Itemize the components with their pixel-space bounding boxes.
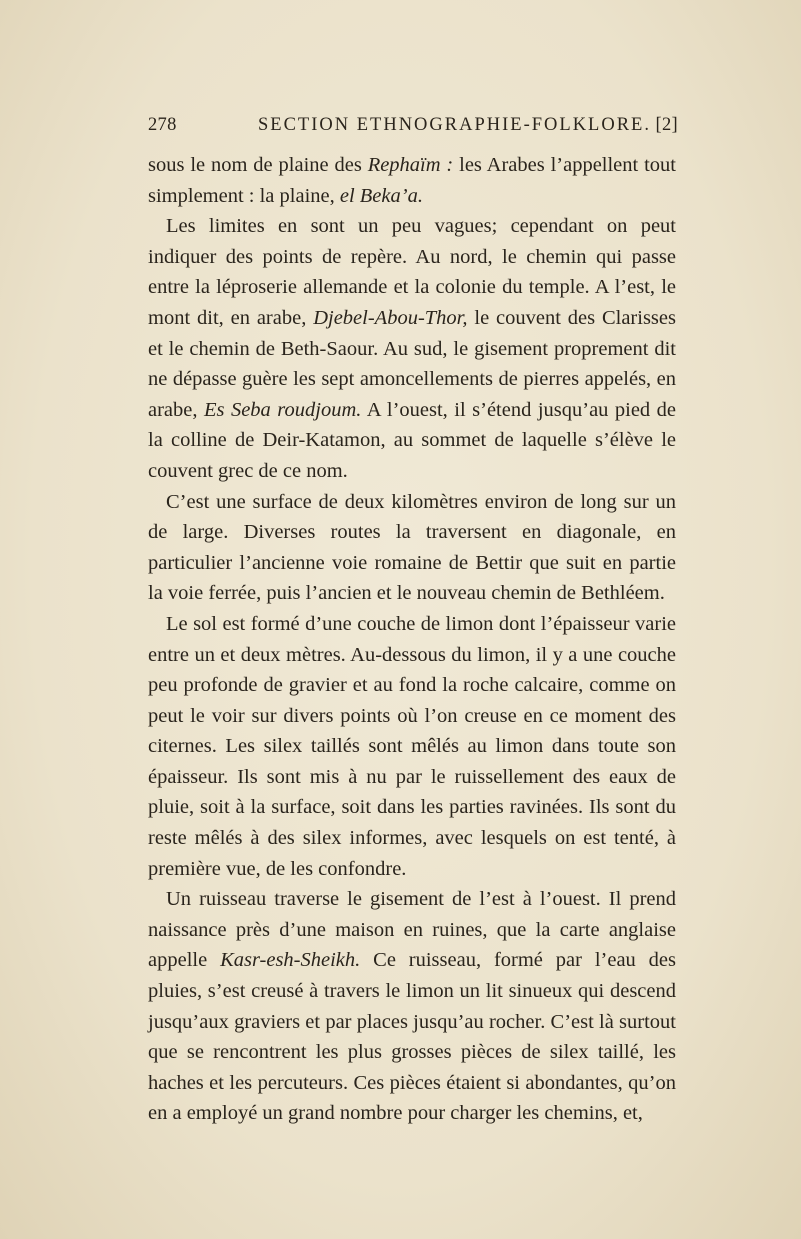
body-text bbox=[148, 150, 676, 1129]
section-title: SECTION ETHNOGRAPHIE-FOLKLORE. bbox=[258, 115, 651, 135]
text-run: A l’ouest, il s’étend jusqu’au pied de la colline de Deir-Katamon, au sommet de laquelle s’élève le couvent grec de ce nom. bbox=[148, 398, 677, 482]
running-head bbox=[148, 115, 678, 141]
text-run: Les limites en sont un peu vagues; cependant on peut indiquer des points de repère. Au nord, le chemin qui passe entre la léproserie allemande et la colonie du temple. A l’est, le mont dit, en arabe, bbox=[148, 215, 676, 329]
text-run: sous le nom de plaine des bbox=[148, 154, 368, 176]
paragraph-4: Le sol est formé d’une couche de limon dont l’épaisseur varie entre un et deux mètres. Au-dessous du limon, il y a une couche peu profonde de gravier et au fond la roche calcaire, comme on peut le voir sur divers points où l’on creuse en ce moment des citernes. Les silex taillés sont mêlés au limon dans toute son épaisseur. Ils sont mis à nu par le ruissellement des eaux de pluie, soit à la surface, soit dans les parties ravinées. Ils sont du reste mêlés à des silex informes, avec lesquels on est tenté, à première vue, de les confondre. bbox=[148, 612, 676, 880]
italic-term: Kasr-esh-Sheikh. bbox=[220, 949, 361, 972]
signature-mark: [2] bbox=[655, 115, 678, 135]
italic-term: el Beka’a. bbox=[339, 184, 423, 207]
italic-term: Es Seba roudjoum. bbox=[203, 398, 362, 421]
italic-term: Djebel-Abou-Thor, bbox=[313, 306, 468, 329]
paragraph-2 bbox=[148, 211, 676, 486]
paragraph-1 bbox=[148, 150, 676, 211]
italic-term: Rephaïm : bbox=[367, 154, 454, 176]
paragraph-5 bbox=[148, 884, 676, 1129]
text-run: Ce ruisseau, formé par l’eau des pluies, s’est creusé à travers le limon un lit sinueux qui descend jusqu’aux graviers et par places jusqu’au rocher. C’est là surtout que se rencontrent les plus grosses pièces de silex taillé, les haches et les percuteurs. Ces pièces étaient si abondantes, qu’on en a employé un grand nombre pour charger les chemins, et, bbox=[148, 949, 676, 1125]
paragraph-3: C’est une surface de deux kilomètres environ de long sur un de large. Diverses routes la traversent en diagonale, en particulier l’ancienne voie romaine de Bettir que suit en partie la voie ferrée, puis l’ancien et le nouveau chemin de Bethléem. bbox=[148, 490, 676, 605]
page-number: 278 bbox=[148, 115, 177, 135]
text-run: le couvent des Clarisses et le chemin de Beth-Saour. Au sud, le gisement proprement dit ne dépasse guère les sept amoncellements de pierres appelés, en arabe, bbox=[148, 306, 676, 421]
text-run: les Arabes l’appellent tout simplement : la plaine, bbox=[148, 154, 676, 207]
text-run: Un ruisseau traverse le gisement de l’est à l’ouest. Il prend naissance près d’une maison en ruines, que la carte anglaise appelle bbox=[148, 888, 676, 972]
